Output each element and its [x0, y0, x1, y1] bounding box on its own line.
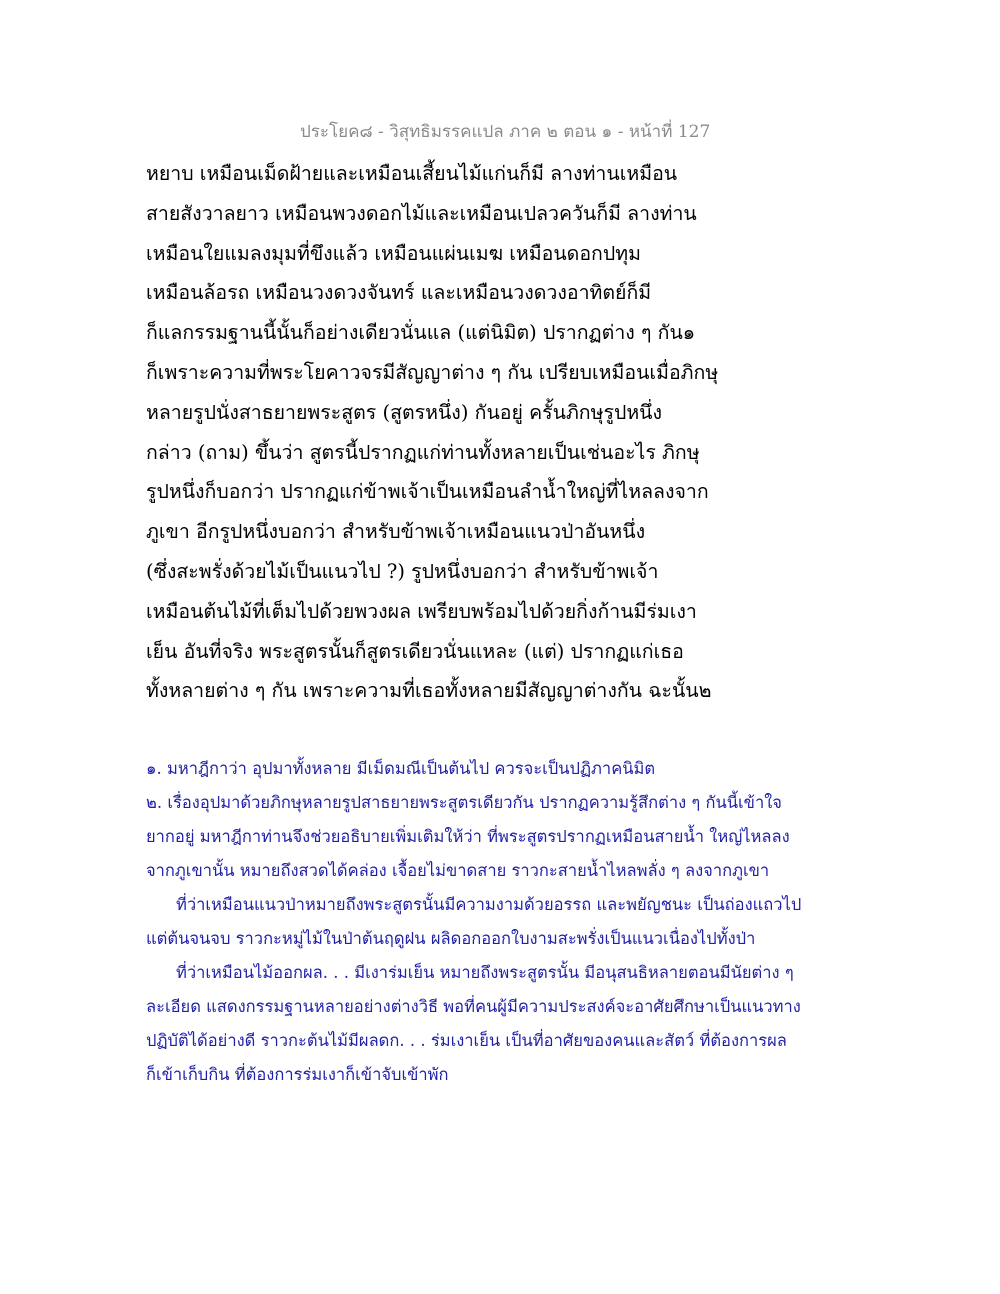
- body-line: หยาบ เหมือนเม็ดฝ้ายและเหมือนเสี้ยนไม้แก่นก็มี ลางท่านเหมือน: [146, 162, 678, 185]
- body-line: ก็เพราะความที่พระโยคาวจรมีสัญญาต่าง ๆ กัน เปรียบเหมือนเมื่อภิกษุ: [146, 360, 719, 384]
- footnote-line: ยากอยู่ มหาฎีกาท่านจึงช่วยอธิบายเพิ่มเติมให้ว่า ที่พระสูตรปรากฏเหมือนสายน้ำ ใหญ่ไหลลง: [146, 827, 790, 846]
- body-line: เย็น อันที่จริง พระสูตรนั้นก็สูตรเดียวนั่นแหละ (แต่) ปรากฏแก่เธอ: [146, 639, 684, 663]
- footnote-line: ปฏิบัติได้อย่างดี ราวกะต้นไม้มีผลดก. . . ร่มเงาเย็น เป็นที่อาศัยของคนและสัตว์ ที่ต้องการผล: [146, 1031, 787, 1050]
- body-line: ภูเขา อีกรูปหนึ่งบอกว่า สำหรับข้าพเจ้าเหมือนแนวป่าอันหนึ่ง: [146, 520, 646, 544]
- body-line: ก็แลกรรมฐานนี้นั้นก็อย่างเดียวนั่นแล (แต่นิมิต) ปรากฏต่าง ๆ กัน๑: [146, 321, 696, 345]
- footnote-line: ละเอียด แสดงกรรมฐานหลายอย่างต่างวิธี พอที่คนผู้มีความประสงค์จะอาศัยศึกษาเป็นแนวทาง: [146, 997, 801, 1016]
- footnote-line: จากภูเขานั้น หมายถึงสวดได้คล่อง เจื้อยไม่ขาดสาย ราวกะสายน้ำไหลพลั่ง ๆ ลงจากภูเขา: [146, 861, 770, 880]
- footnotes: [146, 752, 866, 1092]
- footnote-line: ๒. เรื่องอุปมาด้วยภิกษุหลายรูปสาธยายพระสูตรเดียวกัน ปรากฏความรู้สึกต่าง ๆ กันนี้เข้าใจ: [146, 793, 782, 812]
- body-line: (ซึ่งสะพรั่งด้วยไม้เป็นแนวไป ?) รูปหนึ่งบอกว่า สำหรับข้าพเจ้า: [146, 559, 659, 583]
- footnote-line: แต่ต้นจนจบ ราวกะหมู่ไม้ในป่าต้นฤดูฝน ผลิดอกออกใบงามสะพรั่งเป็นแนวเนื่องไปทั้งป่า: [146, 929, 756, 948]
- body-line: เหมือนใยแมลงมุมที่ขึงแล้ว เหมือนแผ่นเมฆ เหมือนดอกปทุม: [146, 241, 641, 265]
- body-line: เหมือนล้อรถ เหมือนวงดวงจันทร์ และเหมือนวงดวงอาทิตย์ก็มี: [146, 281, 652, 305]
- footnote-line: ๑. มหาฎีกาว่า อุปมาทั้งหลาย มีเม็ดมณีเป็นต้นไป ควรจะเป็นปฏิภาคนิมิต: [146, 759, 656, 778]
- body-line: เหมือนต้นไม้ที่เต็มไปด้วยพวงผล เพรียบพร้อมไปด้วยกิ่งก้านมีร่มเงา: [146, 599, 697, 623]
- body-line: สายสังวาลยาว เหมือนพวงดอกไม้และเหมือนเปลวควันก็มี ลางท่าน: [146, 201, 697, 225]
- page-header: ประโยค๘ - วิสุทธิมรรคแปล ภาค ๒ ตอน ๑ - หน้าที่ 127: [300, 122, 711, 142]
- footnote-line: ที่ว่าเหมือนไม้ออกผล. . . มีเงาร่มเย็น หมายถึงพระสูตรนั้น มีอนุสนธิหลายตอนมีนัยต่าง ๆ: [176, 963, 794, 982]
- body-line: หลายรูปนั่งสาธยายพระสูตร (สูตรหนึ่ง) กันอยู่ ครั้นภิกษุรูปหนึ่ง: [146, 400, 663, 424]
- body-line: รูปหนึ่งก็บอกว่า ปรากฏแก่ข้าพเจ้าเป็นเหมือนลำน้ำใหญ่ที่ไหลลงจาก: [146, 480, 709, 504]
- footnote-line: ก็เข้าเก็บกิน ที่ต้องการร่มเงาก็เข้าจับเข้าพัก: [146, 1065, 449, 1084]
- body-line: กล่าว (ถาม) ขึ้นว่า สูตรนี้ปรากฏแก่ท่านทั้งหลายเป็นเช่นอะไร ภิกษุ: [146, 440, 700, 464]
- body-line: ทั้งหลายต่าง ๆ กัน เพราะความที่เธอทั้งหลายมีสัญญาต่างกัน ฉะนั้น๒: [146, 679, 712, 703]
- main-text: [146, 154, 866, 711]
- footnote-line: ที่ว่าเหมือนแนวป่าหมายถึงพระสูตรนั้นมีความงามด้วยอรรถ และพยัญชนะ เป็นถ่องแถวไป: [176, 895, 802, 914]
